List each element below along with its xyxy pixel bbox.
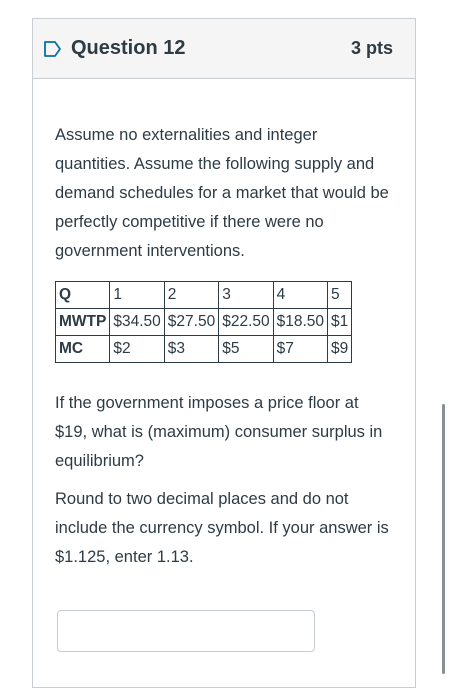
table-row bbox=[56, 282, 352, 309]
schedule-table bbox=[55, 281, 352, 363]
answer-instructions: Round to two decimal places and do not include the currency symbol. If your answer is $1.125, enter 1.13. bbox=[55, 490, 389, 566]
question-title: Question 12 bbox=[71, 37, 186, 59]
table-cell: $9 bbox=[328, 336, 352, 363]
table-cell: 4 bbox=[273, 282, 327, 309]
table-cell: $27.50 bbox=[164, 309, 218, 336]
table-cell: $5 bbox=[219, 336, 273, 363]
table-row bbox=[56, 336, 352, 363]
table-row bbox=[56, 309, 352, 336]
flag-question-icon[interactable] bbox=[43, 39, 63, 59]
table-cell: $34.50 bbox=[110, 309, 164, 336]
table-cell: 1 bbox=[110, 282, 164, 309]
table-cell: $18.50 bbox=[273, 309, 327, 336]
table-cell: 5 bbox=[328, 282, 352, 309]
answer-input[interactable] bbox=[57, 610, 315, 652]
scrollbar-thumb[interactable] bbox=[442, 404, 445, 674]
question-card bbox=[32, 18, 416, 688]
table-cell: $7 bbox=[273, 336, 327, 363]
table-cell: 2 bbox=[164, 282, 218, 309]
schedule-table-wrapper bbox=[55, 281, 395, 363]
table-cell: $22.50 bbox=[219, 309, 273, 336]
question-prompt: If the government imposes a price floor at $19, what is (maximum) consumer surplus in equilibrium? bbox=[55, 394, 383, 470]
table-cell: $3 bbox=[164, 336, 218, 363]
table-row-header: MWTP bbox=[56, 309, 110, 336]
table-cell: $1 bbox=[328, 309, 352, 336]
table-row-header: Q bbox=[56, 282, 110, 309]
question-intro: Assume no externalities and integer quantities. Assume the following supply and demand schedules for a market that would be perfectly competitive if there were no government interventions. bbox=[55, 126, 389, 260]
table-row-header: MC bbox=[56, 336, 110, 363]
table-cell: $2 bbox=[110, 336, 164, 363]
table-cell: 3 bbox=[219, 282, 273, 309]
question-header bbox=[33, 19, 415, 79]
question-points: 3 pts bbox=[350, 38, 393, 58]
